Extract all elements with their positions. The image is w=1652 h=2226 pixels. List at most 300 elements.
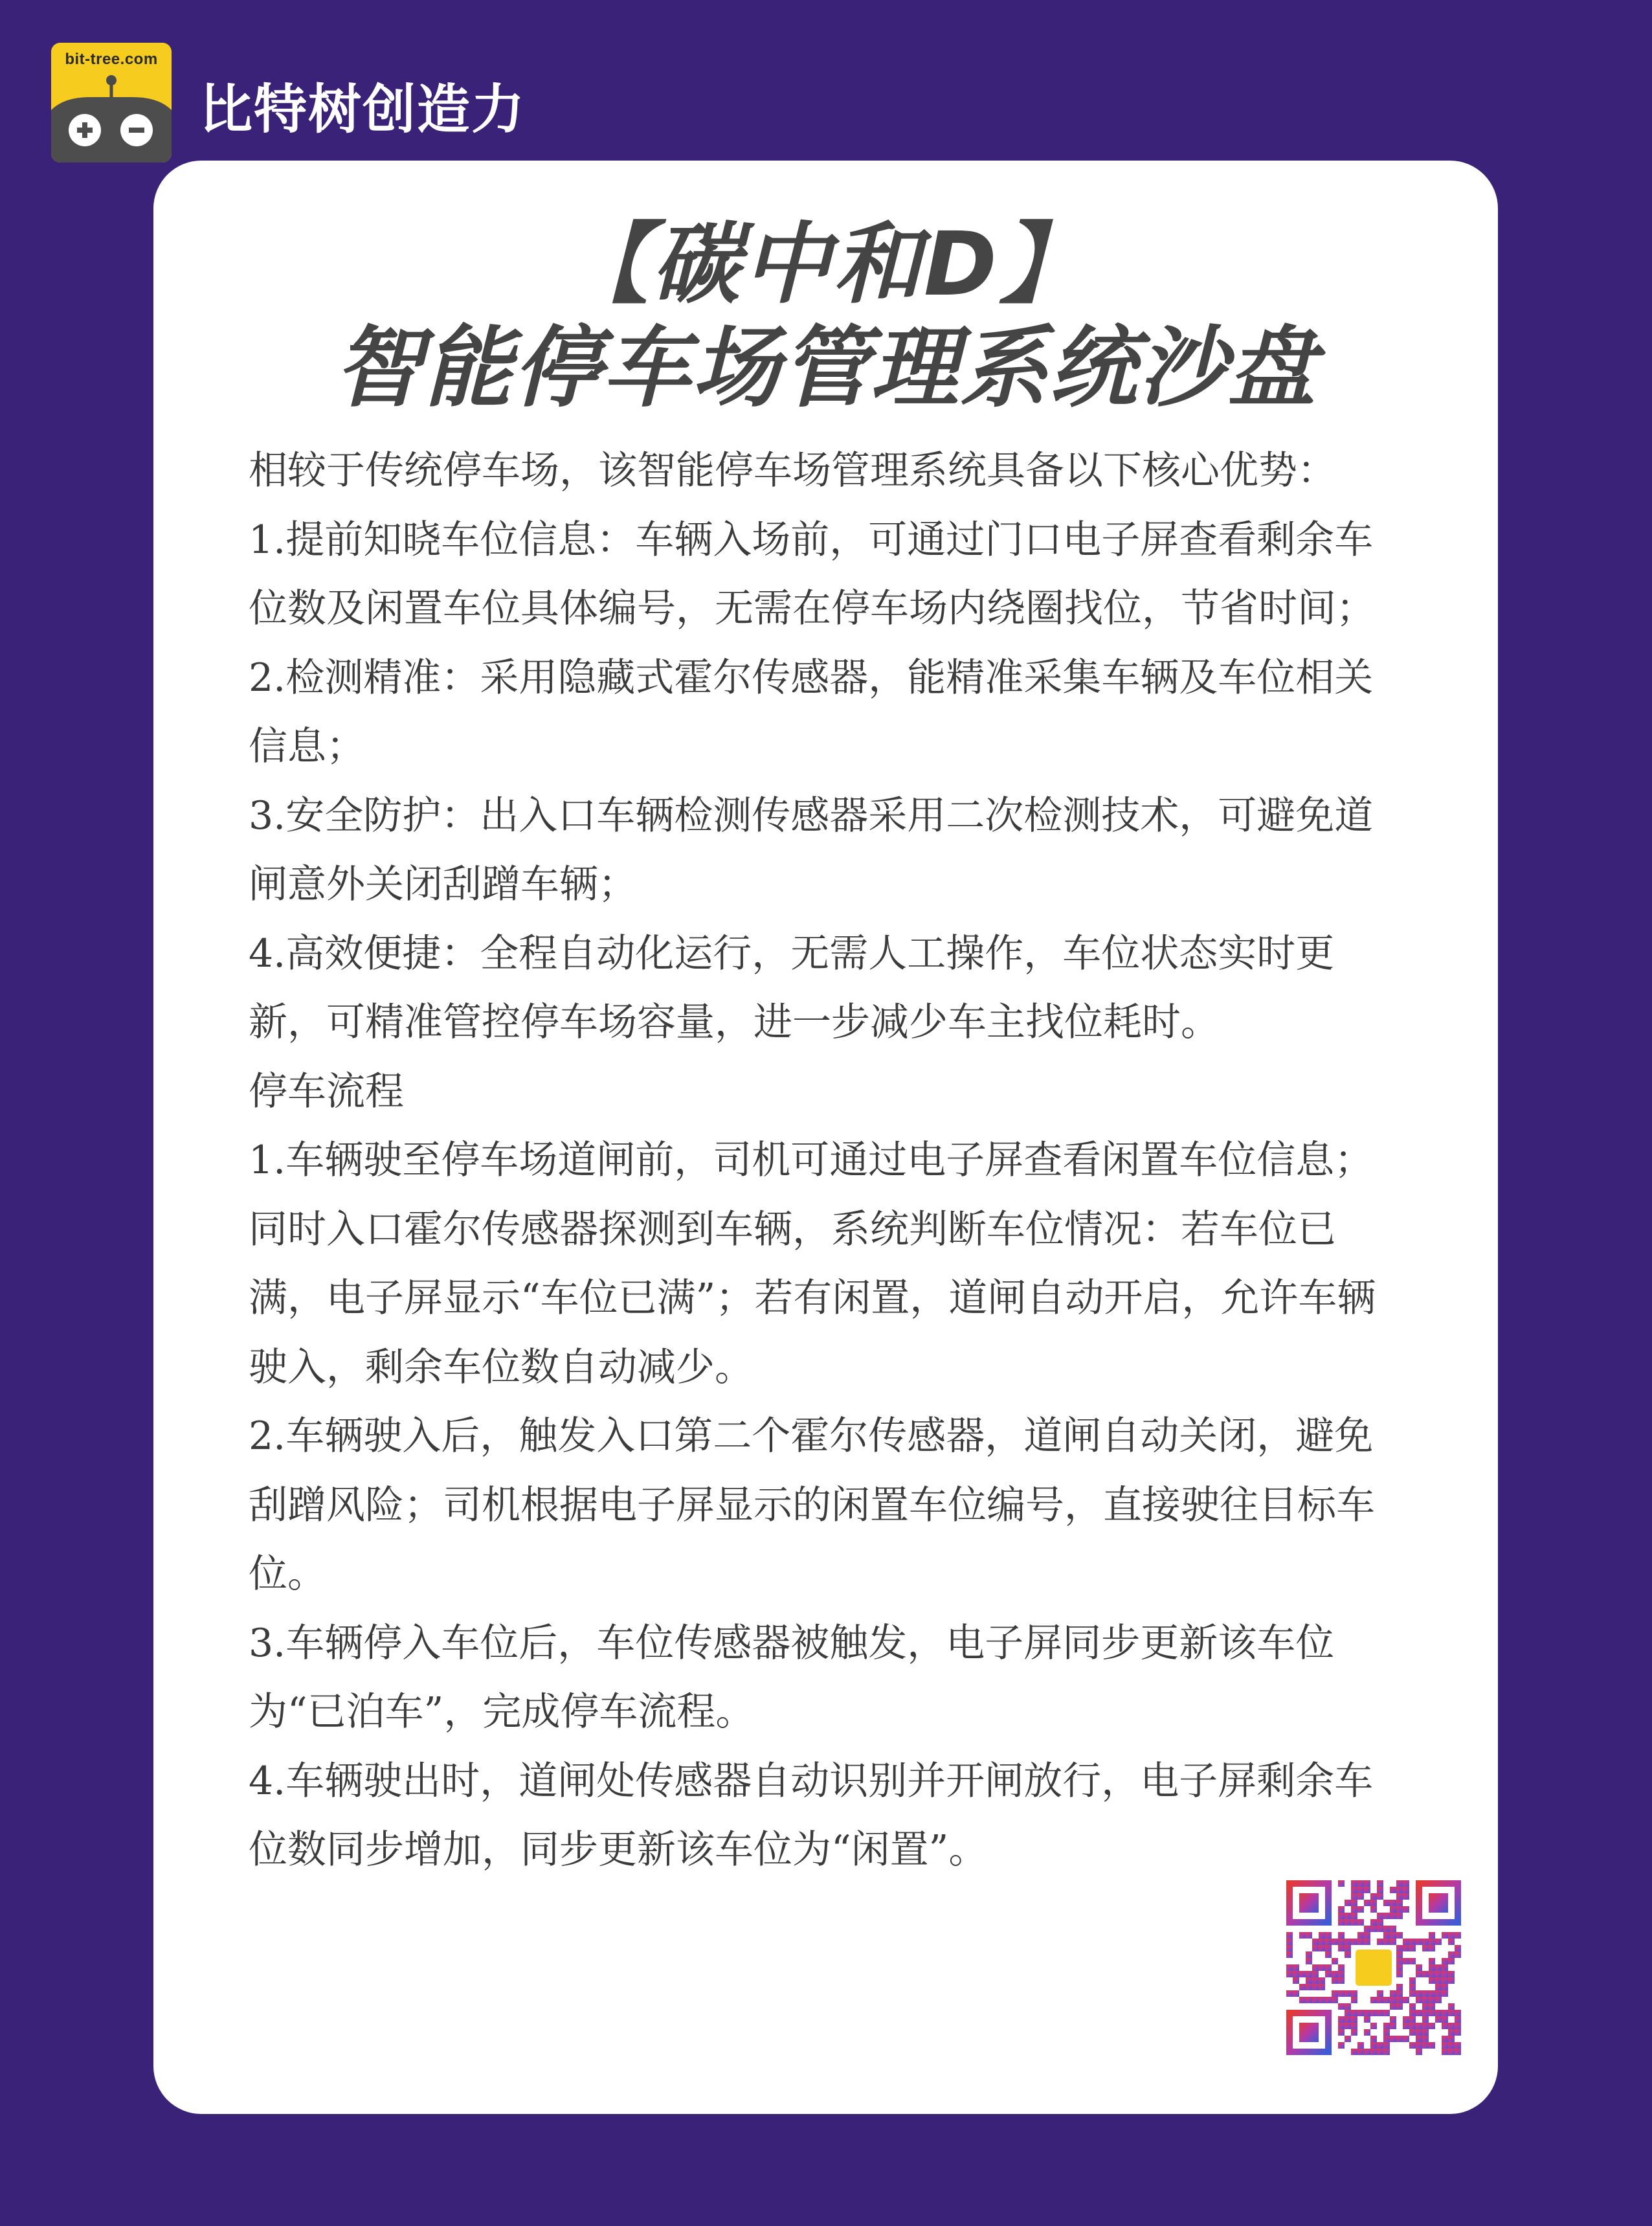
qr-module (1396, 1887, 1403, 1893)
qr-module (1377, 2042, 1383, 2049)
qr-module (1377, 2049, 1383, 2055)
qr-module (1370, 2010, 1377, 2016)
qr-module (1357, 2049, 1364, 2055)
qr-module (1377, 1913, 1383, 1919)
qr-module (1403, 1945, 1409, 1951)
qr-module (1364, 1932, 1370, 1939)
brand-name: 比特树创造力 (199, 79, 526, 141)
qr-module (1422, 1971, 1429, 1977)
qr-module (1448, 2042, 1455, 2049)
qr-module (1442, 1984, 1448, 1990)
qr-module (1416, 1990, 1422, 1997)
qr-module (1377, 1887, 1383, 1893)
qr-module (1390, 1939, 1396, 1945)
qr-module (1396, 1906, 1403, 1913)
qr-module (1403, 1906, 1409, 1913)
qr-module (1377, 1997, 1383, 2003)
qr-module (1383, 1913, 1390, 1919)
qr-module (1345, 1945, 1351, 1951)
qr-module (1364, 1939, 1370, 1945)
qr-module (1338, 2029, 1345, 2036)
qr-module (1332, 1997, 1338, 2003)
qr-module (1319, 1997, 1325, 2003)
brand-domain: bit-tree.com (65, 51, 158, 68)
qr-module (1332, 1939, 1338, 1945)
qr-module (1403, 1893, 1409, 1900)
qr-module (1383, 1900, 1390, 1906)
qr-module (1396, 1951, 1403, 1958)
qr-module (1390, 1932, 1396, 1939)
qr-module (1338, 1880, 1345, 1887)
qr-module (1338, 1919, 1345, 1926)
body-text (249, 436, 1407, 1885)
qr-module (1422, 2036, 1429, 2042)
qr-module (1351, 1919, 1357, 1926)
brand-logo (51, 43, 172, 163)
qr-module (1299, 1997, 1306, 2003)
qr-module (1403, 1887, 1409, 1893)
qr-module (1422, 2023, 1429, 2029)
qr-module (1377, 1939, 1383, 1945)
qr-module (1325, 1971, 1332, 1977)
qr-module (1396, 1971, 1403, 1977)
qr-module (1435, 1990, 1442, 1997)
qr-module (1377, 2010, 1383, 2016)
qr-module (1435, 1971, 1442, 1977)
qr-module (1338, 2016, 1345, 2023)
page-title-line-1: 【碳中和D】 (561, 214, 1090, 316)
qr-module (1351, 1900, 1357, 1906)
qr-module (1442, 1932, 1448, 1939)
qr-module (1383, 2049, 1390, 2055)
qr-module (1455, 1932, 1461, 1939)
qr-module (1390, 1997, 1396, 2003)
qr-module (1448, 2036, 1455, 2042)
qr-module (1448, 1977, 1455, 1984)
qr-module (1364, 1880, 1370, 1887)
qr-module (1455, 2049, 1461, 2055)
qr-module (1345, 1939, 1351, 1945)
qr-module (1364, 1887, 1370, 1893)
qr-module (1383, 2010, 1390, 2016)
qr-module (1448, 2049, 1455, 2055)
qr-module (1416, 1964, 1422, 1971)
qr-module (1416, 2042, 1422, 2049)
qr-module (1416, 2023, 1422, 2029)
qr-module (1338, 1945, 1345, 1951)
qr-module (1351, 1906, 1357, 1913)
qr-module (1396, 1913, 1403, 1919)
qr-module (1429, 1990, 1435, 1997)
qr-module (1319, 1984, 1325, 1990)
qr-module (1383, 2042, 1390, 2049)
qr-module (1390, 1900, 1396, 1906)
qr-module (1286, 1945, 1293, 1951)
qr-module (1429, 2023, 1435, 2029)
qr-module (1319, 1964, 1325, 1971)
qr-module (1319, 1932, 1325, 1939)
qr-module (1442, 2042, 1448, 2049)
qr-module (1435, 2010, 1442, 2016)
qr-module (1357, 1887, 1364, 1893)
qr-module (1442, 1958, 1448, 1964)
qr-module (1390, 2023, 1396, 2029)
qr-module (1435, 1939, 1442, 1945)
qr-module (1448, 1951, 1455, 1958)
qr-module (1364, 2010, 1370, 2016)
intro-paragraph: 相较于传统停车场，该智能停车场管理系统具备以下核心优势： (249, 448, 1336, 493)
qr-module (1312, 1984, 1319, 1990)
qr-module (1345, 1990, 1351, 1997)
qr-module (1338, 2023, 1345, 2029)
qr-module (1377, 1919, 1383, 1926)
qr-module (1422, 1939, 1429, 1945)
qr-module (1332, 1971, 1338, 1977)
qr-module (1442, 1971, 1448, 1977)
content-card (153, 161, 1498, 2114)
qr-module (1442, 1977, 1448, 1984)
qr-module (1409, 2003, 1416, 2010)
qr-module (1396, 1997, 1403, 2003)
qr-module (1422, 2029, 1429, 2036)
qr-module (1429, 2042, 1435, 2049)
qr-module (1286, 1971, 1293, 1977)
qr-module (1325, 1945, 1332, 1951)
qr-module (1435, 1964, 1442, 1971)
qr-module (1429, 1958, 1435, 1964)
qr-module (1351, 1893, 1357, 1900)
qr-module (1435, 1997, 1442, 2003)
qr-module (1409, 2029, 1416, 2036)
qr-module (1396, 2003, 1403, 2010)
qr-module (1306, 1984, 1312, 1990)
qr-module (1455, 2016, 1461, 2023)
qr-module (1429, 1997, 1435, 2003)
qr-module (1319, 1939, 1325, 1945)
qr-module (1306, 1997, 1312, 2003)
qr-module (1429, 1977, 1435, 1984)
qr-module (1312, 1945, 1319, 1951)
qr-module (1435, 1977, 1442, 1984)
qr-module (1403, 2023, 1409, 2029)
qr-module (1448, 1932, 1455, 1939)
qr-module (1448, 1958, 1455, 1964)
qr-module (1306, 1951, 1312, 1958)
process-step: 3.车辆停入车位后，车位传感器被触发，电子屏同步更新该车位为“已泊车”，完成停车流程。 (249, 1620, 1335, 1735)
qr-module (1312, 1997, 1319, 2003)
qr-module (1442, 2049, 1448, 2055)
qr-module (1409, 2023, 1416, 2029)
qr-module (1332, 1977, 1338, 1984)
qr-module (1429, 2010, 1435, 2016)
qr-module (1455, 1951, 1461, 1958)
qr-module (1383, 1939, 1390, 1945)
qr-module (1416, 2036, 1422, 2042)
qr-module (1409, 1939, 1416, 1945)
advantage-item: 4.高效便捷：全程自动化运行，无需人工操作，车位状态实时更新，可精准管控停车场容量，进一步减少车主找位耗时。 (249, 930, 1335, 1045)
qr-module (1396, 1990, 1403, 1997)
qr-module (1357, 1932, 1364, 1939)
qr-module (1409, 2010, 1416, 2016)
qr-module (1403, 1958, 1409, 1964)
qr-module (1351, 2029, 1357, 2036)
qr-module (1396, 1932, 1403, 1939)
qr-module (1442, 2016, 1448, 2023)
qr-module (1403, 2036, 1409, 2042)
qr-module (1429, 1939, 1435, 1945)
qr-module (1377, 1893, 1383, 1900)
qr-module (1338, 1906, 1345, 1913)
qr-module (1455, 2023, 1461, 2029)
qr-module (1286, 1932, 1293, 1939)
qr-module (1332, 1958, 1338, 1964)
qr-module (1409, 2016, 1416, 2023)
qr-module (1345, 1913, 1351, 1919)
qr-module (1370, 1919, 1377, 1926)
qr-module (1403, 1939, 1409, 1945)
qr-module (1293, 1977, 1299, 1984)
qr-module (1357, 2042, 1364, 2049)
qr-module (1345, 2010, 1351, 2016)
qr-module (1351, 2049, 1357, 2055)
qr-module (1435, 1984, 1442, 1990)
qr-code-icon (1286, 1880, 1461, 2055)
qr-module (1383, 1926, 1390, 1932)
qr-module (1390, 1926, 1396, 1932)
qr-logo-badge (1354, 1948, 1394, 1988)
qr-module (1338, 1964, 1345, 1971)
qr-module (1345, 2036, 1351, 2042)
qr-module (1351, 2010, 1357, 2016)
qr-module (1357, 1919, 1364, 1926)
qr-module (1429, 1964, 1435, 1971)
qr-module (1325, 1951, 1332, 1958)
qr-module (1351, 1880, 1357, 1887)
qr-module (1370, 2023, 1377, 2029)
qr-module (1390, 1887, 1396, 1893)
qr-module (1357, 1880, 1364, 1887)
qr-module (1383, 1997, 1390, 2003)
qr-module (1345, 1951, 1351, 1958)
qr-module (1345, 2023, 1351, 2029)
qr-module (1448, 2003, 1455, 2010)
qr-module (1312, 1939, 1319, 1945)
qr-module (1345, 1900, 1351, 1906)
qr-module (1286, 1939, 1293, 1945)
qr-module (1422, 2042, 1429, 2049)
qr-module (1370, 2049, 1377, 2055)
robot-gamepad-logo-icon (51, 43, 172, 163)
qr-module (1396, 1945, 1403, 1951)
qr-module (1442, 1990, 1448, 1997)
qr-module (1409, 1945, 1416, 1951)
qr-module (1448, 2023, 1455, 2029)
qr-module (1364, 2016, 1370, 2023)
qr-module (1338, 1977, 1345, 1984)
qr-module (1442, 2036, 1448, 2042)
qr-module (1396, 1880, 1403, 1887)
qr-module (1306, 1958, 1312, 1964)
process-step: 4.车辆驶出时，道闸处传感器自动识别并开闸放行，电子屏剩余车位数同步增加，同步更新该车位为“闲置”。 (249, 1758, 1374, 1872)
qr-module (1396, 2036, 1403, 2042)
qr-module (1422, 2010, 1429, 2016)
qr-module (1383, 2023, 1390, 2029)
qr-module (1351, 1990, 1357, 1997)
qr-module (1383, 1932, 1390, 1939)
qr-module (1299, 1971, 1306, 1977)
qr-module (1422, 2016, 1429, 2023)
qr-module (1435, 2016, 1442, 2023)
qr-module (1403, 2016, 1409, 2023)
qr-module (1299, 1984, 1306, 1990)
qr-module (1403, 1997, 1409, 2003)
qr-module (1325, 1932, 1332, 1939)
qr-module (1338, 2042, 1345, 2049)
qr-module (1409, 1984, 1416, 1990)
qr-module (1409, 1977, 1416, 1984)
qr-module (1442, 1964, 1448, 1971)
qr-module (1338, 1939, 1345, 1945)
qr-module (1364, 2049, 1370, 2055)
advantage-item: 3.安全防护：出入口车辆检测传感器采用二次检测技术，可避免道闸意外关闭刮蹭车辆； (249, 793, 1374, 907)
qr-module (1416, 1939, 1422, 1945)
qr-module (1338, 1932, 1345, 1939)
qr-module (1351, 1939, 1357, 1945)
page-title-line-2: 智能停车场管理系统沙盘 (334, 317, 1317, 420)
qr-module (1338, 1990, 1345, 1997)
qr-module (1409, 1958, 1416, 1964)
qr-module (1396, 1984, 1403, 1990)
qr-module (1390, 2016, 1396, 2023)
qr-module (1390, 1913, 1396, 1919)
qr-module (1403, 1880, 1409, 1887)
qr-module (1351, 2023, 1357, 2029)
qr-module (1319, 1945, 1325, 1951)
qr-module (1370, 2042, 1377, 2049)
qr-module (1448, 2029, 1455, 2036)
qr-module (1306, 1932, 1312, 1939)
qr-module (1448, 1939, 1455, 1945)
qr-module (1370, 1900, 1377, 1906)
qr-module (1351, 1887, 1357, 1893)
qr-module (1325, 1939, 1332, 1945)
qr-module (1306, 1977, 1312, 1984)
qr-module (1390, 2036, 1396, 2042)
qr-module (1364, 1900, 1370, 1906)
qr-module (1293, 1971, 1299, 1977)
qr-module (1448, 1971, 1455, 1977)
qr-module (1416, 2010, 1422, 2016)
qr-module (1293, 1964, 1299, 1971)
qr-module (1338, 1971, 1345, 1977)
qr-module (1383, 2029, 1390, 2036)
qr-module (1357, 1906, 1364, 1913)
qr-module (1377, 1926, 1383, 1932)
qr-module (1286, 1964, 1293, 1971)
qr-module (1429, 1971, 1435, 1977)
qr-module (1442, 2010, 1448, 2016)
qr-module (1416, 1997, 1422, 2003)
qr-module (1370, 1997, 1377, 2003)
qr-module (1442, 2023, 1448, 2029)
qr-module (1286, 1990, 1293, 1997)
qr-module (1422, 1997, 1429, 2003)
qr-module (1325, 1964, 1332, 1971)
qr-module (1345, 2016, 1351, 2023)
qr-module (1422, 1945, 1429, 1951)
qr-module (1325, 1997, 1332, 2003)
qr-module (1429, 1945, 1435, 1951)
qr-module (1396, 1958, 1403, 1964)
qr-module (1357, 2010, 1364, 2016)
process-step: 1.车辆驶至停车场道闸前，司机可通过电子屏查看闲置车位信息；同时入口霍尔传感器探测到车辆，系统判断车位情况：若车位已满，电子屏显示“车位已满”；若有闲置，道闸自动开启，允许车辆驶入，剩余车位数自动减少。 (249, 1138, 1376, 1390)
qr-module (1390, 1906, 1396, 1913)
qr-module (1370, 2036, 1377, 2042)
qr-module (1370, 1906, 1377, 1913)
qr-module (1299, 1932, 1306, 1939)
qr-module (1455, 2029, 1461, 2036)
qr-module (1370, 1926, 1377, 1932)
qr-module (1455, 1945, 1461, 1951)
qr-module (1448, 2010, 1455, 2016)
qr-module (1383, 2036, 1390, 2042)
process-step: 2.车辆驶入后，触发入口第二个霍尔传感器，道闸自动关闭，避免刮蹭风险；司机根据电子屏显示的闲置车位编号，直接驶往目标车位。 (249, 1413, 1375, 1597)
advantage-item: 1.提前知晓车位信息：车辆入场前，可通过门口电子屏查看剩余车位数及闲置车位具体编号，无需在停车场内绕圈找位，节省时间； (249, 517, 1375, 631)
advantage-item: 2.检测精准：采用隐藏式霍尔传感器，能精准采集车辆及车位相关信息； (249, 655, 1374, 769)
qr-module (1319, 1977, 1325, 1984)
qr-module (1364, 1926, 1370, 1932)
qr-module (1338, 1913, 1345, 1919)
qr-module (1312, 1964, 1319, 1971)
qr-module (1345, 1919, 1351, 1926)
qr-module (1455, 2010, 1461, 2016)
qr-module (1416, 1971, 1422, 1977)
qr-module (1409, 2042, 1416, 2049)
qr-module (1312, 1977, 1319, 1984)
qr-module (1396, 1964, 1403, 1971)
qr-module (1396, 1893, 1403, 1900)
qr-module (1306, 1971, 1312, 1977)
qr-module (1312, 1971, 1319, 1977)
qr-module (1377, 1990, 1383, 1997)
qr-module (1455, 2042, 1461, 2049)
qr-module (1293, 1990, 1299, 1997)
qr-module (1422, 1990, 1429, 1997)
qr-module (1345, 2003, 1351, 2010)
qr-module (1416, 2049, 1422, 2055)
qr-module (1338, 2003, 1345, 2010)
qr-module (1377, 1880, 1383, 1887)
qr-module (1409, 1990, 1416, 1997)
qr-module (1351, 1997, 1357, 2003)
qr-module (1396, 1900, 1403, 1906)
qr-module (1416, 2029, 1422, 2036)
qr-module (1351, 2016, 1357, 2023)
qr-module (1364, 2029, 1370, 2036)
qr-module (1351, 1913, 1357, 1919)
qr-module (1286, 1951, 1293, 1958)
section-heading: 停车流程 (249, 1068, 404, 1114)
qr-module (1429, 2003, 1435, 2010)
qr-module (1332, 1990, 1338, 1997)
qr-module (1357, 1893, 1364, 1900)
qr-module (1429, 1932, 1435, 1939)
qr-module (1357, 1939, 1364, 1945)
qr-module (1390, 1990, 1396, 1997)
qr-module (1370, 1893, 1377, 1900)
qr-module (1422, 2003, 1429, 2010)
qr-module (1390, 2003, 1396, 2010)
